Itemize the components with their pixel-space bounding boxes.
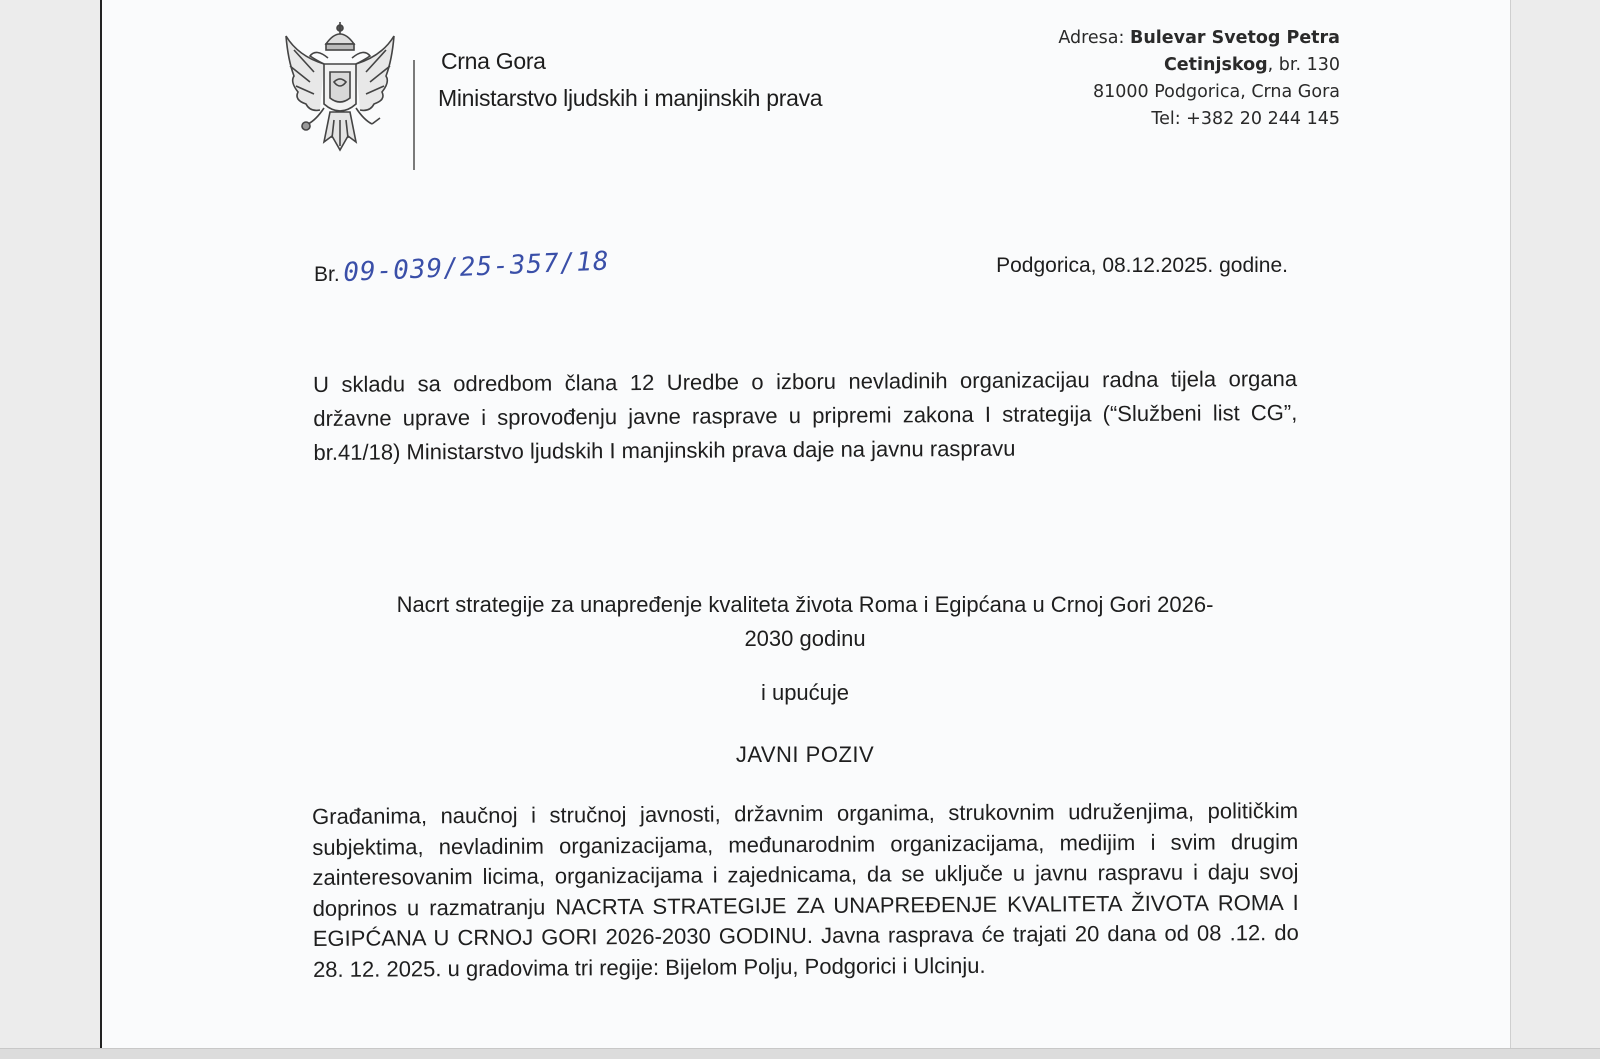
viewer-bottom-edge	[0, 1048, 1600, 1059]
address-phone: Tel: +382 20 244 145	[1151, 109, 1340, 129]
handwritten-reference: 09-039/25-357/18	[342, 246, 610, 288]
ministry-name: Ministarstvo ljudskih i manjinskih prava	[438, 85, 823, 111]
address-street: Bulevar Svetog Petra	[1130, 28, 1340, 48]
document-page	[100, 0, 1510, 1048]
header-divider	[413, 60, 415, 170]
call-body-paragraph: Građanima, naučnoj i stručnoj javnosti, državnim organima, strukovnim udruženjima, političkim subjektima, nevladinim organizacijama, međunarodnim organizacijama, medijim i svim drugim zainteresovanim licima, organizacijama i zajednicama, da se uključe u javnu raspravu i daju svoj doprinos u razmatranju NACRTA STRATEGIJE ZA UNAPREĐENJE KVALITETA ŽIVOTA ROMA I EGIPĆANA U CRNOJ GORI 2026-2030 GODINU. Javna rasprava će trajati 20 dana od 08 .12. do 28. 12. 2025. u gradovima tri regije: Bijelom Polju, Podgorici i Ulcinju.	[312, 797, 1299, 982]
call-title: JAVNI POZIV	[735, 742, 875, 767]
address-city: 81000 Podgorica, Crna Gora	[1093, 82, 1340, 102]
reference-prefix: Br.	[314, 263, 340, 286]
upucuje-text: i upućuje	[760, 680, 850, 705]
intro-paragraph: U skladu sa odredbom člana 12 Uredbe o izboru nevladinih organizacijau radna tijela organa državne uprave i sprovođenju javne rasprave u pripremi zakona I strategija (“Službeni list CG”, br.41/18) Ministarstvo ljudskih I manjinskih prava daje na javnu raspravu	[313, 365, 1298, 465]
strategy-title-line-1: Nacrt strategije za unapređenje kvaliteta života Roma i Egipćana u Crnoj Gori 2026-	[396, 592, 1214, 617]
coat-of-arms-icon	[280, 20, 400, 166]
document-date: Podgorica, 08.12.2025. godine.	[996, 254, 1288, 277]
address-street-2: Cetinjskog	[1163, 55, 1268, 75]
address-label: Adresa:	[1058, 28, 1125, 48]
strategy-title-line-2: 2030 godinu	[744, 626, 866, 651]
address-block	[1058, 25, 1340, 133]
strategy-title	[313, 588, 1297, 656]
reference-number	[314, 246, 610, 288]
address-street-number: , br. 130	[1267, 55, 1340, 75]
country-name: Crna Gora	[441, 48, 546, 74]
